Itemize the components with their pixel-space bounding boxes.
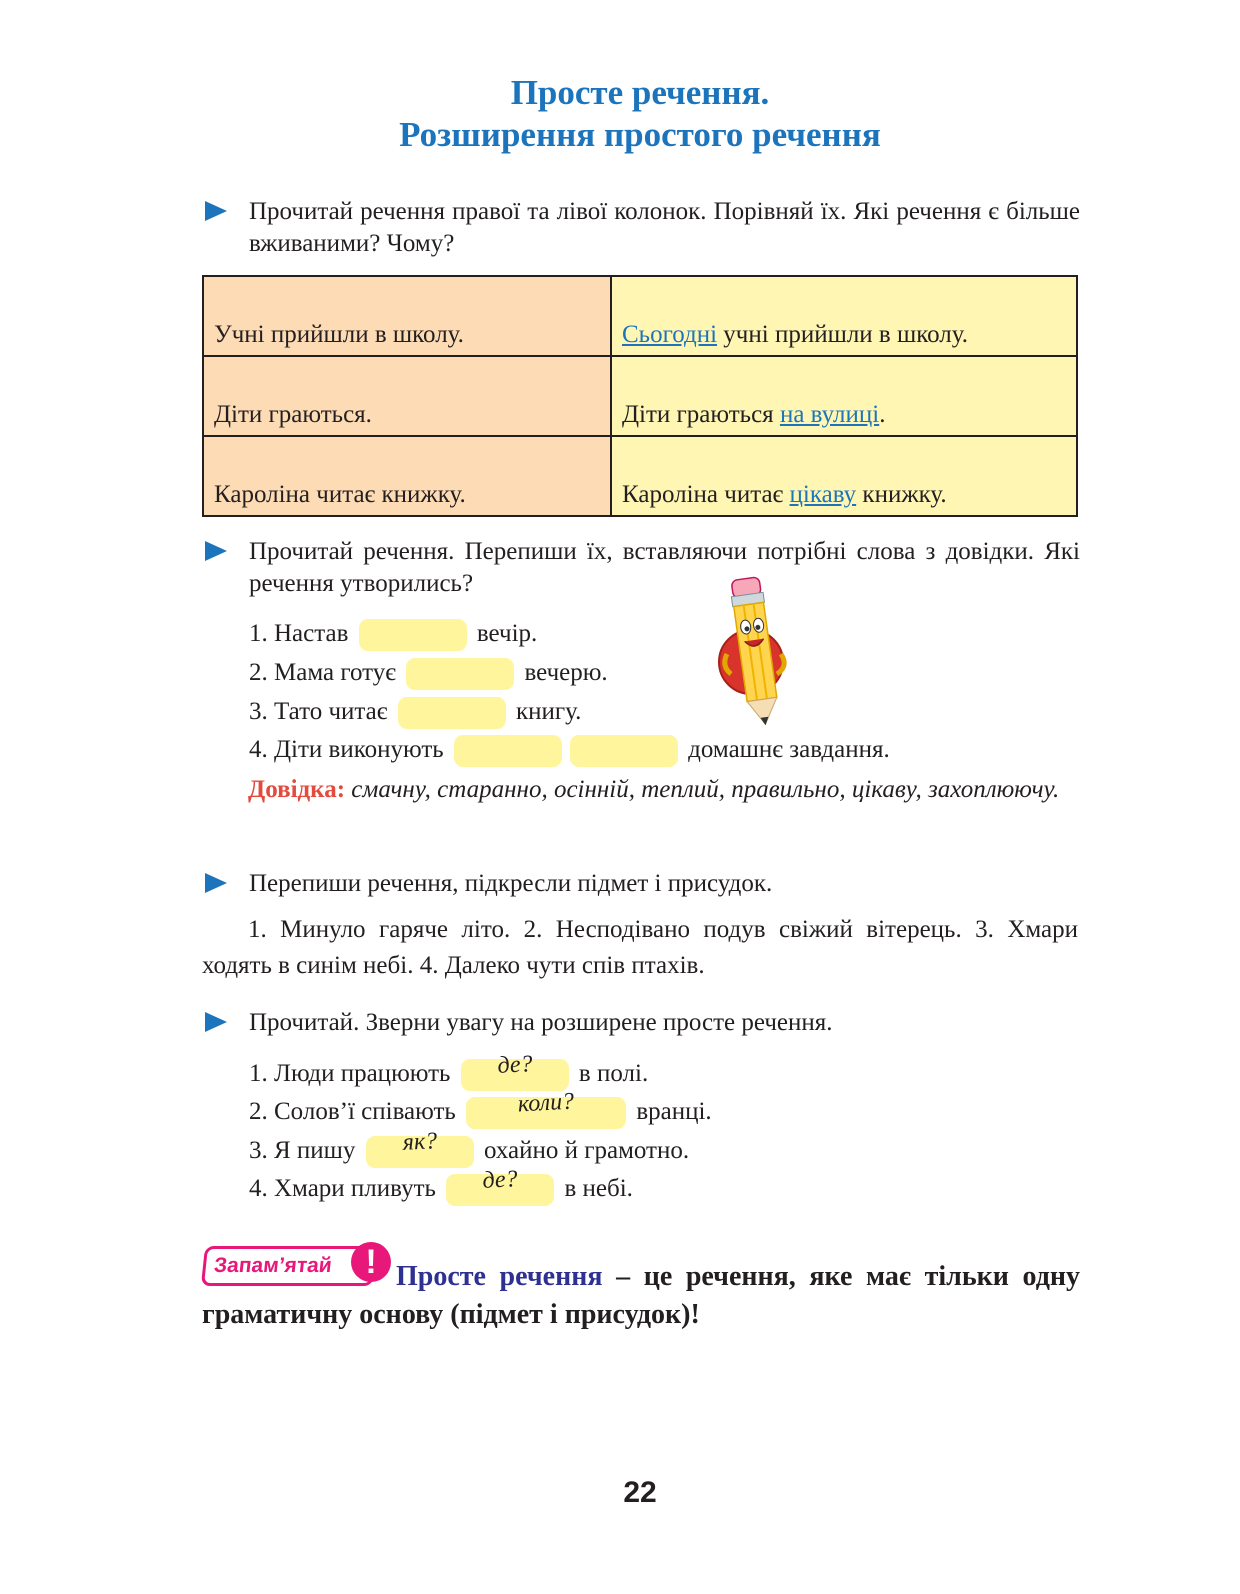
question-blank: як? (366, 1136, 474, 1168)
fill-blank[interactable] (454, 735, 562, 767)
exercise-sentence: 4. Діти виконують домашнє завдання. (249, 734, 890, 767)
task-3-instruction: Перепиши речення, підкресли підмет і присудок. (205, 868, 1080, 900)
table-row (203, 356, 1077, 436)
extension-word: на вулиці (779, 401, 880, 428)
page-title (0, 72, 1240, 156)
triangle-bullet-icon (205, 873, 227, 893)
task-1-instruction: Прочитай речення правої та лівої колонок. Порівняй їх. Які речення є більше вживаними? Чому? (205, 196, 1080, 260)
question-blank: де? (446, 1174, 554, 1206)
triangle-bullet-icon (205, 201, 227, 221)
table-cell-left: Учні прийшли в школу. (203, 276, 611, 356)
remember-badge-label: Запам’ятай (201, 1246, 377, 1286)
example-sentence: 3. Я пишу як? охайно й грамотно. (249, 1135, 689, 1168)
title-line-2: Розширення простого речення (399, 115, 881, 154)
exercise-sentence: 2. Мама готує вечерю. (249, 657, 608, 690)
table-cell-right: Діти граються на вулиці. (611, 356, 1077, 436)
fill-blank[interactable] (406, 658, 514, 690)
extension-word: цікаву (789, 481, 857, 508)
exercise-sentence: 3. Тато читає книгу. (249, 696, 581, 729)
hint-paragraph (202, 772, 1078, 808)
table-row (203, 276, 1077, 356)
example-sentence: 1. Люди працюють де? в полі. (249, 1058, 648, 1091)
triangle-bullet-icon (205, 541, 227, 561)
remember-rule: Просте речення – це речення, яке має тільки одну граматичну основу (підмет і присудок)! (202, 1261, 1080, 1330)
hint-label: Довідка: (248, 776, 346, 803)
hint-words: смачну, старанно, осінній, теплий, правильно, цікаву, захоплюючу. (351, 776, 1060, 803)
table-cell-left: Кароліна читає книжку. (203, 436, 611, 516)
task-3-sentences: 1. Минуло гаряче літо. 2. Несподівано подув свіжий вітерець. 3. Хмари ходять в синім небі. 4. Далеко чути спів птахів. (202, 916, 1078, 979)
question-blank: коли? (466, 1097, 626, 1129)
exclamation-icon: ! (351, 1242, 391, 1282)
example-sentence: 2. Солов’ї співають коли? вранці. (249, 1096, 712, 1129)
title-line-1: Просте речення. (510, 73, 770, 112)
fill-blank[interactable] (570, 735, 678, 767)
table-cell-right: Кароліна читає цікаву книжку. (611, 436, 1077, 516)
exercise-sentence: 1. Настав вечір. (249, 618, 537, 651)
rule-term: Просте речення (396, 1261, 603, 1292)
table-cell-left: Діти граються. (203, 356, 611, 436)
table-row (203, 436, 1077, 516)
page-number: 22 (623, 1476, 657, 1509)
task-4-instruction: Прочитай. Зверни увагу на розширене просте речення. (205, 1007, 1080, 1039)
pencil-mascot-icon (715, 570, 795, 730)
example-sentence: 4. Хмари пливуть де? в небі. (249, 1173, 633, 1206)
question-blank: де? (461, 1059, 569, 1091)
task-2-instruction: Прочитай речення. Перепиши їх, вставляючи потрібні слова з довідки. Які речення утворились? (205, 536, 1080, 600)
fill-blank[interactable] (359, 619, 467, 651)
extension-word: Сьогодні (622, 321, 718, 348)
triangle-bullet-icon (205, 1012, 227, 1032)
table-cell-right: Сьогодні учні прийшли в школу. (611, 276, 1077, 356)
comparison-table (202, 275, 1078, 517)
fill-blank[interactable] (398, 697, 506, 729)
